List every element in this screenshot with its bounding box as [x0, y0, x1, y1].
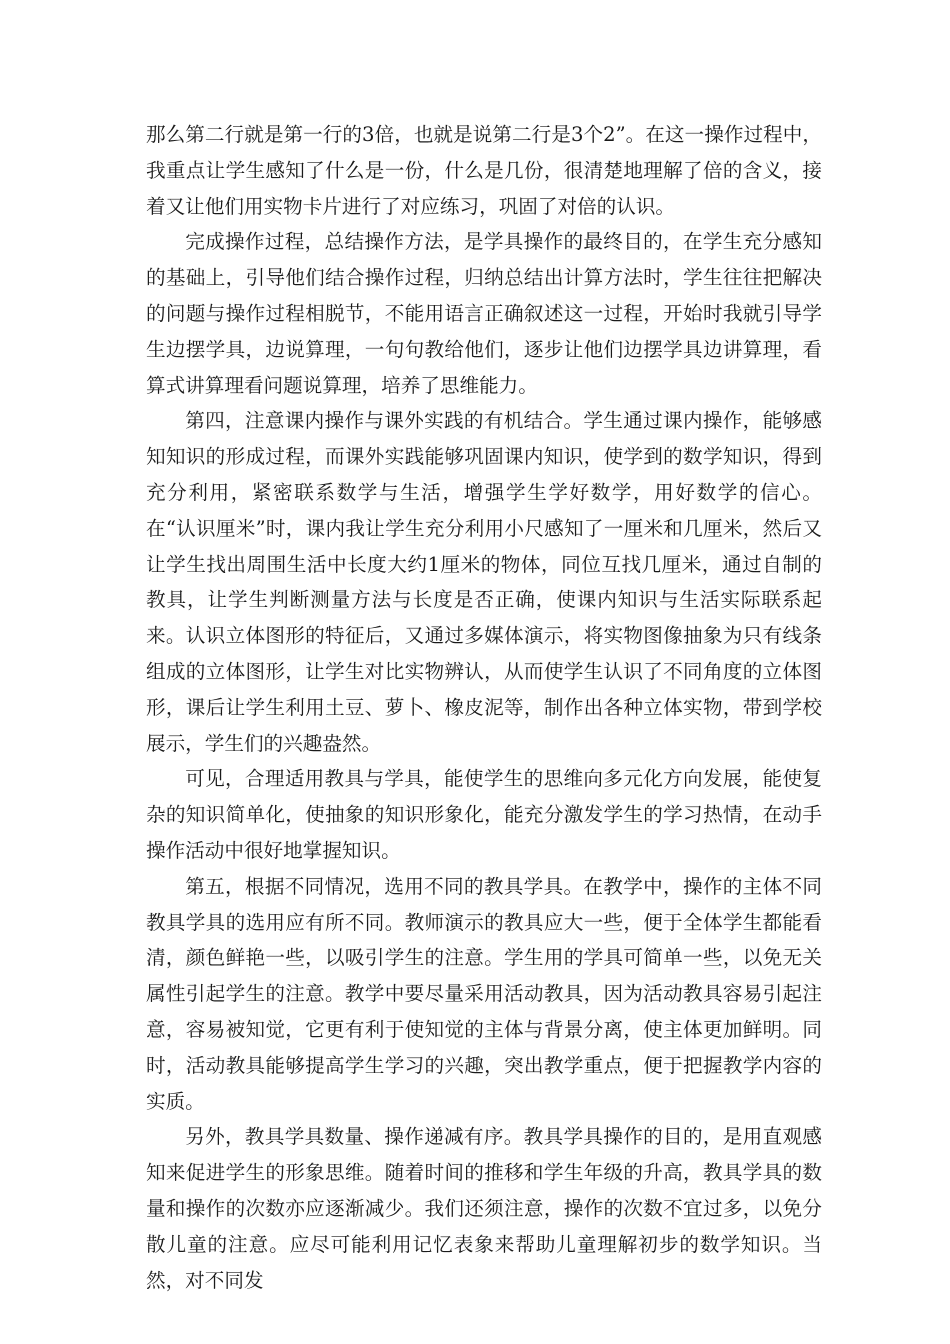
paragraph-summary-method: 完成操作过程，总结操作方法，是学具操作的最终目的，在学生充分感知的基础上，引导他们结合操作过程，归纳总结出计算方法时，学生往往把解决的问题与操作过程相脱节，不能用语言正确叙述这一过程，开始时我就引导学生边摆学具，边说算理，一句句教给他们，逐步让他们边摆学具边讲算理，看算式讲算理看问题说算理，培养了思维能力。 — [146, 230, 822, 397]
paragraph-continuation: 那么第二行就是第一行的3倍，也就是说第二行是3个2”。在这一操作过程中，我重点让学生感知了什么是一份，什么是几份，很清楚地理解了倍的含义，接着又让他们用实物卡片进行了对应练习，巩固了对倍的认识。 — [146, 123, 822, 218]
paragraph-additionally: 另外，教具学具数量、操作递减有序。教具学具操作的目的，是用直观感知来促进学生的形象思维。随着时间的推移和学生年级的升高，教具学具的数量和操作的次数亦应逐渐减少。我们还须注意，操作的次数不宜过多，以免分散儿童的注意。应尽可能利用记忆表象来帮助儿童理解初步的数学知识。当然，对不同发 — [146, 1125, 822, 1292]
document-body — [146, 117, 822, 1298]
paragraph-point-five: 第五，根据不同情况，选用不同的教具学具。在教学中，操作的主体不同教具学具的选用应有所不同。教师演示的教具应大一些，便于全体学生都能看清，颜色鲜艳一些，以吸引学生的注意。学生用的学具可简单一些，以免无关属性引起学生的注意。教学中要尽量采用活动教具，因为活动教具容易引起注意，容易被知觉，它更有利于使知觉的主体与背景分离，使主体更加鲜明。同时，活动教具能够提高学生学习的兴趣，突出教学重点，便于把握教学内容的实质。 — [146, 874, 822, 1113]
paragraph-conclusion: 可见，合理适用教具与学具，能使学生的思维向多元化方向发展，能使复杂的知识简单化，使抽象的知识形象化，能充分激发学生的学习热情，在动手操作活动中很好地掌握知识。 — [146, 767, 822, 862]
paragraph-point-four: 第四，注意课内操作与课外实践的有机结合。学生通过课内操作，能够感知知识的形成过程，而课外实践能够巩固课内知识，使学到的数学知识，得到充分利用，紧密联系数学与生活，增强学生学好数学，用好数学的信心。在“认识厘米”时，课内我让学生充分利用小尺感知了一厘米和几厘米，然后又让学生找出周围生活中长度大约1厘米的物体，同位互找几厘米，通过自制的教具，让学生判断测量方法与长度是否正确，使课内知识与生活实际联系起来。认识立体图形的特征后，又通过多媒体演示，将实物图像抽象为只有线条组成的立体图形，让学生对比实物辨认，从而使学生认识了不同角度的立体图形，课后让学生利用土豆、萝卜、橡皮泥等，制作出各种立体实物，带到学校展示，学生们的兴趣盎然。 — [146, 409, 822, 755]
